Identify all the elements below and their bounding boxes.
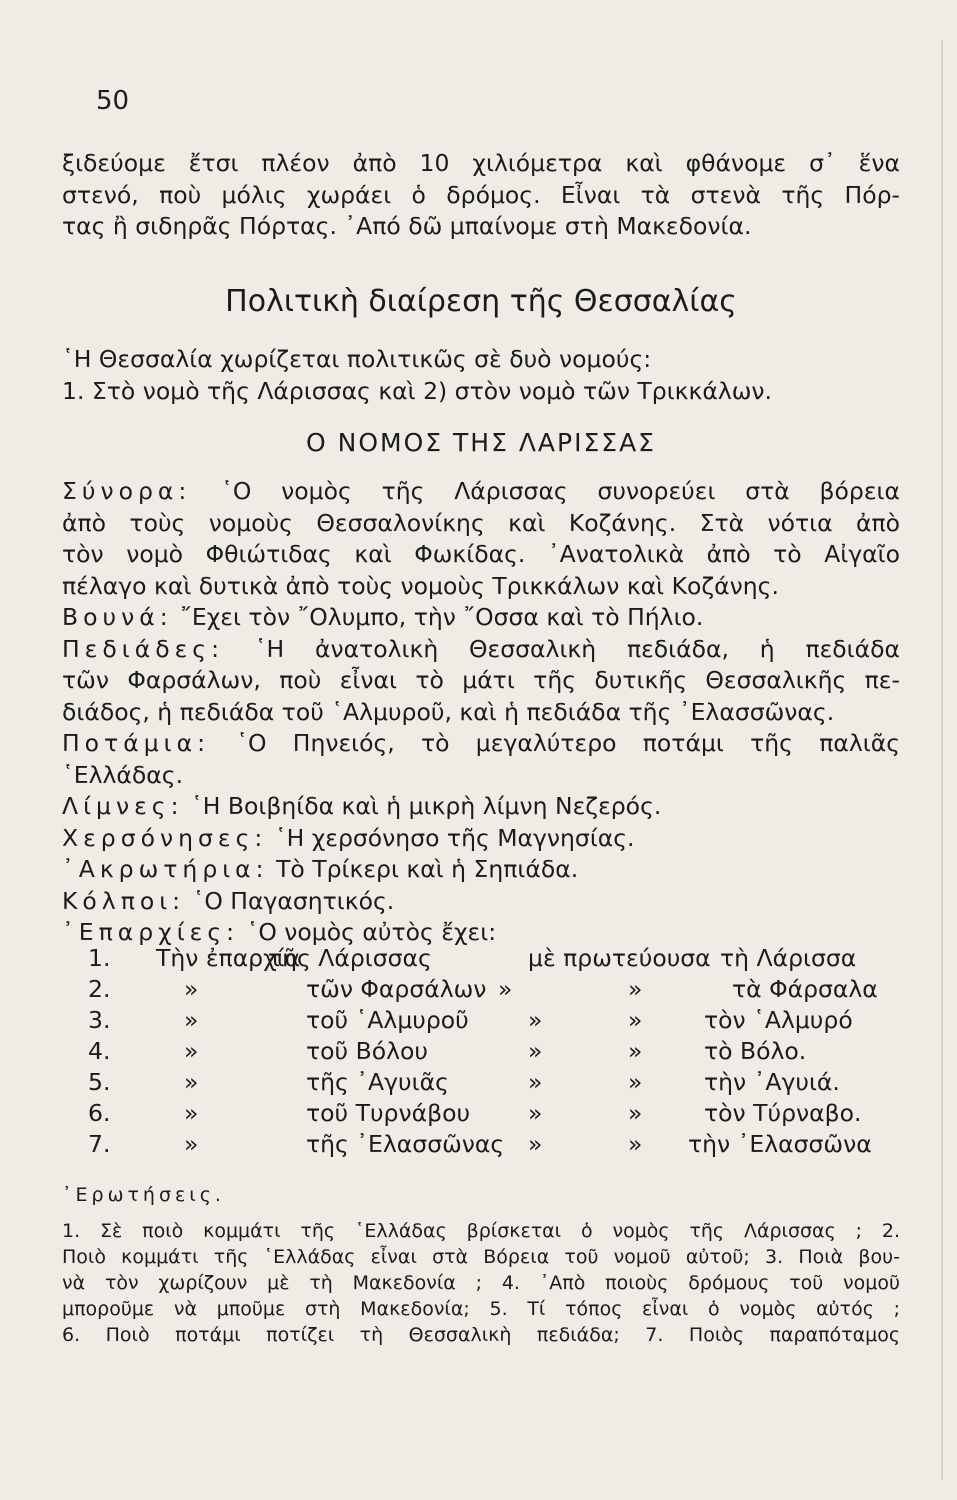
peninsulas-label: Χερσόνησες: [62,823,268,852]
row-ditto: » [528,1006,543,1034]
row-name: τοῦ ῾Αλμυροῦ [306,1006,469,1034]
row-ditto: » [628,1099,643,1127]
row-ditto: » [628,1006,643,1034]
provinces-text: ῾Ο νομὸς αὐτὸς ἔχει: [246,918,497,946]
gulfs-line [62,886,900,918]
mountains-line [62,602,900,634]
row-ditto: » [528,1037,543,1065]
row-ditto: » [628,975,643,1003]
row-capital: τὴ Λάρισσα [720,944,857,972]
row-name: τῆς ᾿Αγυιᾶς [306,1068,449,1096]
row-name: τοῦ Τυρνάβου [306,1099,471,1127]
capes-line [62,854,900,886]
subheading: Ο ΝΟΜΟΣ ΤΗΣ ΛΑΡΙΣΣΑΣ [306,428,656,457]
text-line: τὸν νομὸ Φθιώτιδας καὶ Φωκίδας. ᾿Ανατολικὰ ἀπὸ τὸ Αἰγαῖο [62,540,900,568]
row-ditto: » [628,1037,643,1065]
text-line: ῾Η Θεσσαλία χωρίζεται πολιτικῶς σὲ δυὸ νομούς: [62,345,652,373]
rivers-line [62,728,900,760]
mountains-text: ῎Εχει τὸν ῎Ολυμπο, τὴν ῎Οσσα καὶ τὸ Πήλιο. [180,603,704,631]
page-edge [941,40,943,1480]
row-type: » [184,975,199,1003]
row-number: 1. [88,944,111,972]
text-line: διάδος, ἡ πεδιάδα τοῦ ῾Αλμυροῦ, καὶ ἡ πεδιάδα τῆς ᾿Ελασσῶνας. [62,697,835,726]
row-type: » [184,1068,199,1096]
row-ditto: » [528,1130,543,1158]
row-name: τοῦ Βόλου [306,1037,428,1065]
question-line: νὰ τὸν χωρίζουν μὲ τὴ Μακεδονία ; 4. ᾿Απὸ ποιοὺς δρόμους τοῦ νομοῦ [62,1272,900,1294]
row-ditto: » [628,1068,643,1096]
peninsulas-line [62,823,900,855]
row-number: 2. [88,975,111,1003]
row-ditto: » [528,1068,543,1096]
text-line: στενό, ποὺ μόλις χωράει ὁ δρόμος. Εἶναι τὰ στενὰ τῆς Πόρ- [62,180,900,209]
borders-line [62,476,900,508]
row-number: 6. [88,1099,111,1127]
row-capital: τὸ Βόλο. [704,1037,807,1065]
text-line: ῾Ελλάδας. [62,760,184,789]
row-ditto: » [528,1099,543,1127]
row-type: » [184,1037,199,1065]
capes-text: Τὸ Τρίκερι καὶ ἡ Σηπιάδα. [276,855,579,883]
peninsulas-text: ῾Η χερσόνησο τῆς Μαγνησίας. [274,823,635,852]
mountains-label: Βουνά: [62,603,173,631]
row-number: 7. [88,1130,111,1158]
borders-label: Σύνορα: [62,477,192,505]
row-capital: τὸν Τύρναβο. [704,1099,862,1127]
description-block [62,476,900,949]
row-ditto: » [498,975,513,1003]
plains-label: Πεδιάδες: [62,634,224,663]
row-capital: τὸν ῾Αλμυρό [704,1006,853,1034]
lakes-line [62,791,900,823]
lakes-text: ῾Η Βοιβηίδα καὶ ἡ μικρὴ λίμνη Νεζερός. [191,792,662,820]
questions-paragraph [62,1218,900,1348]
row-capital: τὴν ᾿Αγυιά. [704,1068,840,1096]
lakes-label: Λίμνες: [62,792,184,820]
borders-text: ῾Ο νομὸς τῆς Λάρισσας συνορεύει στὰ βόρεια [221,477,900,505]
text-line: 1. Στὸ νομὸ τῆς Λάρισσας καὶ 2) στὸν νομὸ τῶν Τρικκάλων. [62,376,773,405]
row-name: τῶν Φαρσάλων [306,975,487,1003]
intro-paragraph [62,148,900,243]
text-line: ἀπὸ τοὺς νομοὺς Θεσσαλονίκης καὶ Κοζάνης. Στὰ νότια ἀπὸ [62,508,900,537]
gulfs-label: Κόλποι: [62,886,186,915]
question-line: μποροῦμε νὰ μποῦμε στὴ Μακεδονία; 5. Τί τόπος εἶναι ὁ νομὸς αὐτός ; [62,1298,900,1320]
plains-text: ῾Η ἀνατολικὴ Θεσσαλικὴ πεδιάδα, ἡ πεδιάδα [254,634,900,663]
row-number: 3. [88,1006,111,1034]
text-line: τας ἢ σιδηρᾶς Πόρτας. ᾿Από δῶ μπαίνομε στὴ Μακεδονία. [62,212,752,240]
row-type: » [184,1099,199,1127]
rivers-text: ῾Ο Πηνειός, τὸ μεγαλύτερο ποτάμι τῆς παλιᾶς [236,729,900,757]
rivers-label: Ποτάμια: [62,729,210,757]
provinces-label: ᾿Επαρχίες: [62,918,240,946]
division-paragraph [62,344,900,407]
row-number: 5. [88,1068,111,1096]
text-line: πέλαγο καὶ δυτικὰ ἀπὸ τοὺς νομοὺς Τρικκάλων καὶ Κοζάνης. [62,571,779,600]
section-heading: Πολιτικὴ διαίρεση τῆς Θεσσαλίας [225,284,737,319]
gulfs-text: ῾Ο Παγασητικός. [192,886,395,915]
row-number: 4. [88,1037,111,1065]
question-line: 1. Σὲ ποιὸ κομμάτι τῆς ῾Ελλάδας βρίσκεται ὁ νομὸς τῆς Λάρισσας ; 2. [62,1220,900,1242]
row-type: » [184,1130,199,1158]
text-line: ξιδεύομε ἔτσι πλέον ἀπὸ 10 χιλιόμετρα καὶ φθάνομε σ᾿ ἕνα [62,149,900,177]
row-capital: τὴν ᾿Ελασσῶνα [688,1130,872,1158]
row-ditto: » [628,1130,643,1158]
page-number: 50 [96,86,130,116]
row-name: τῆς Λάρισσας [268,944,432,972]
row-name: τῆς ᾿Ελασσῶνας [306,1130,505,1158]
row-capital: τὰ Φάρσαλα [732,975,878,1003]
text-line: τῶν Φαρσάλων, ποὺ εἶναι τὸ μάτι τῆς δυτικῆς Θεσσαλικῆς πε- [62,666,900,694]
row-capital-label: μὲ πρωτεύουσα [528,944,711,972]
question-line: 6. Ποιὸ ποτάμι ποτίζει τὴ Θεσσαλικὴ πεδιάδα; 7. Ποιὸς παραπόταμος [62,1324,900,1346]
plains-line [62,634,900,666]
questions-heading: ᾿Ερωτήσεις. [62,1184,225,1206]
row-type: » [184,1006,199,1034]
question-line: Ποιὸ κομμάτι τῆς ῾Ελλάδας εἶναι στὰ Βόρεια τοῦ νομοῦ αὐτοῦ; 3. Ποιὰ βου- [62,1246,900,1268]
capes-label: ᾿Ακρωτήρια: [62,855,269,883]
row-type: Τὴν ἐπαρχία [156,944,301,972]
